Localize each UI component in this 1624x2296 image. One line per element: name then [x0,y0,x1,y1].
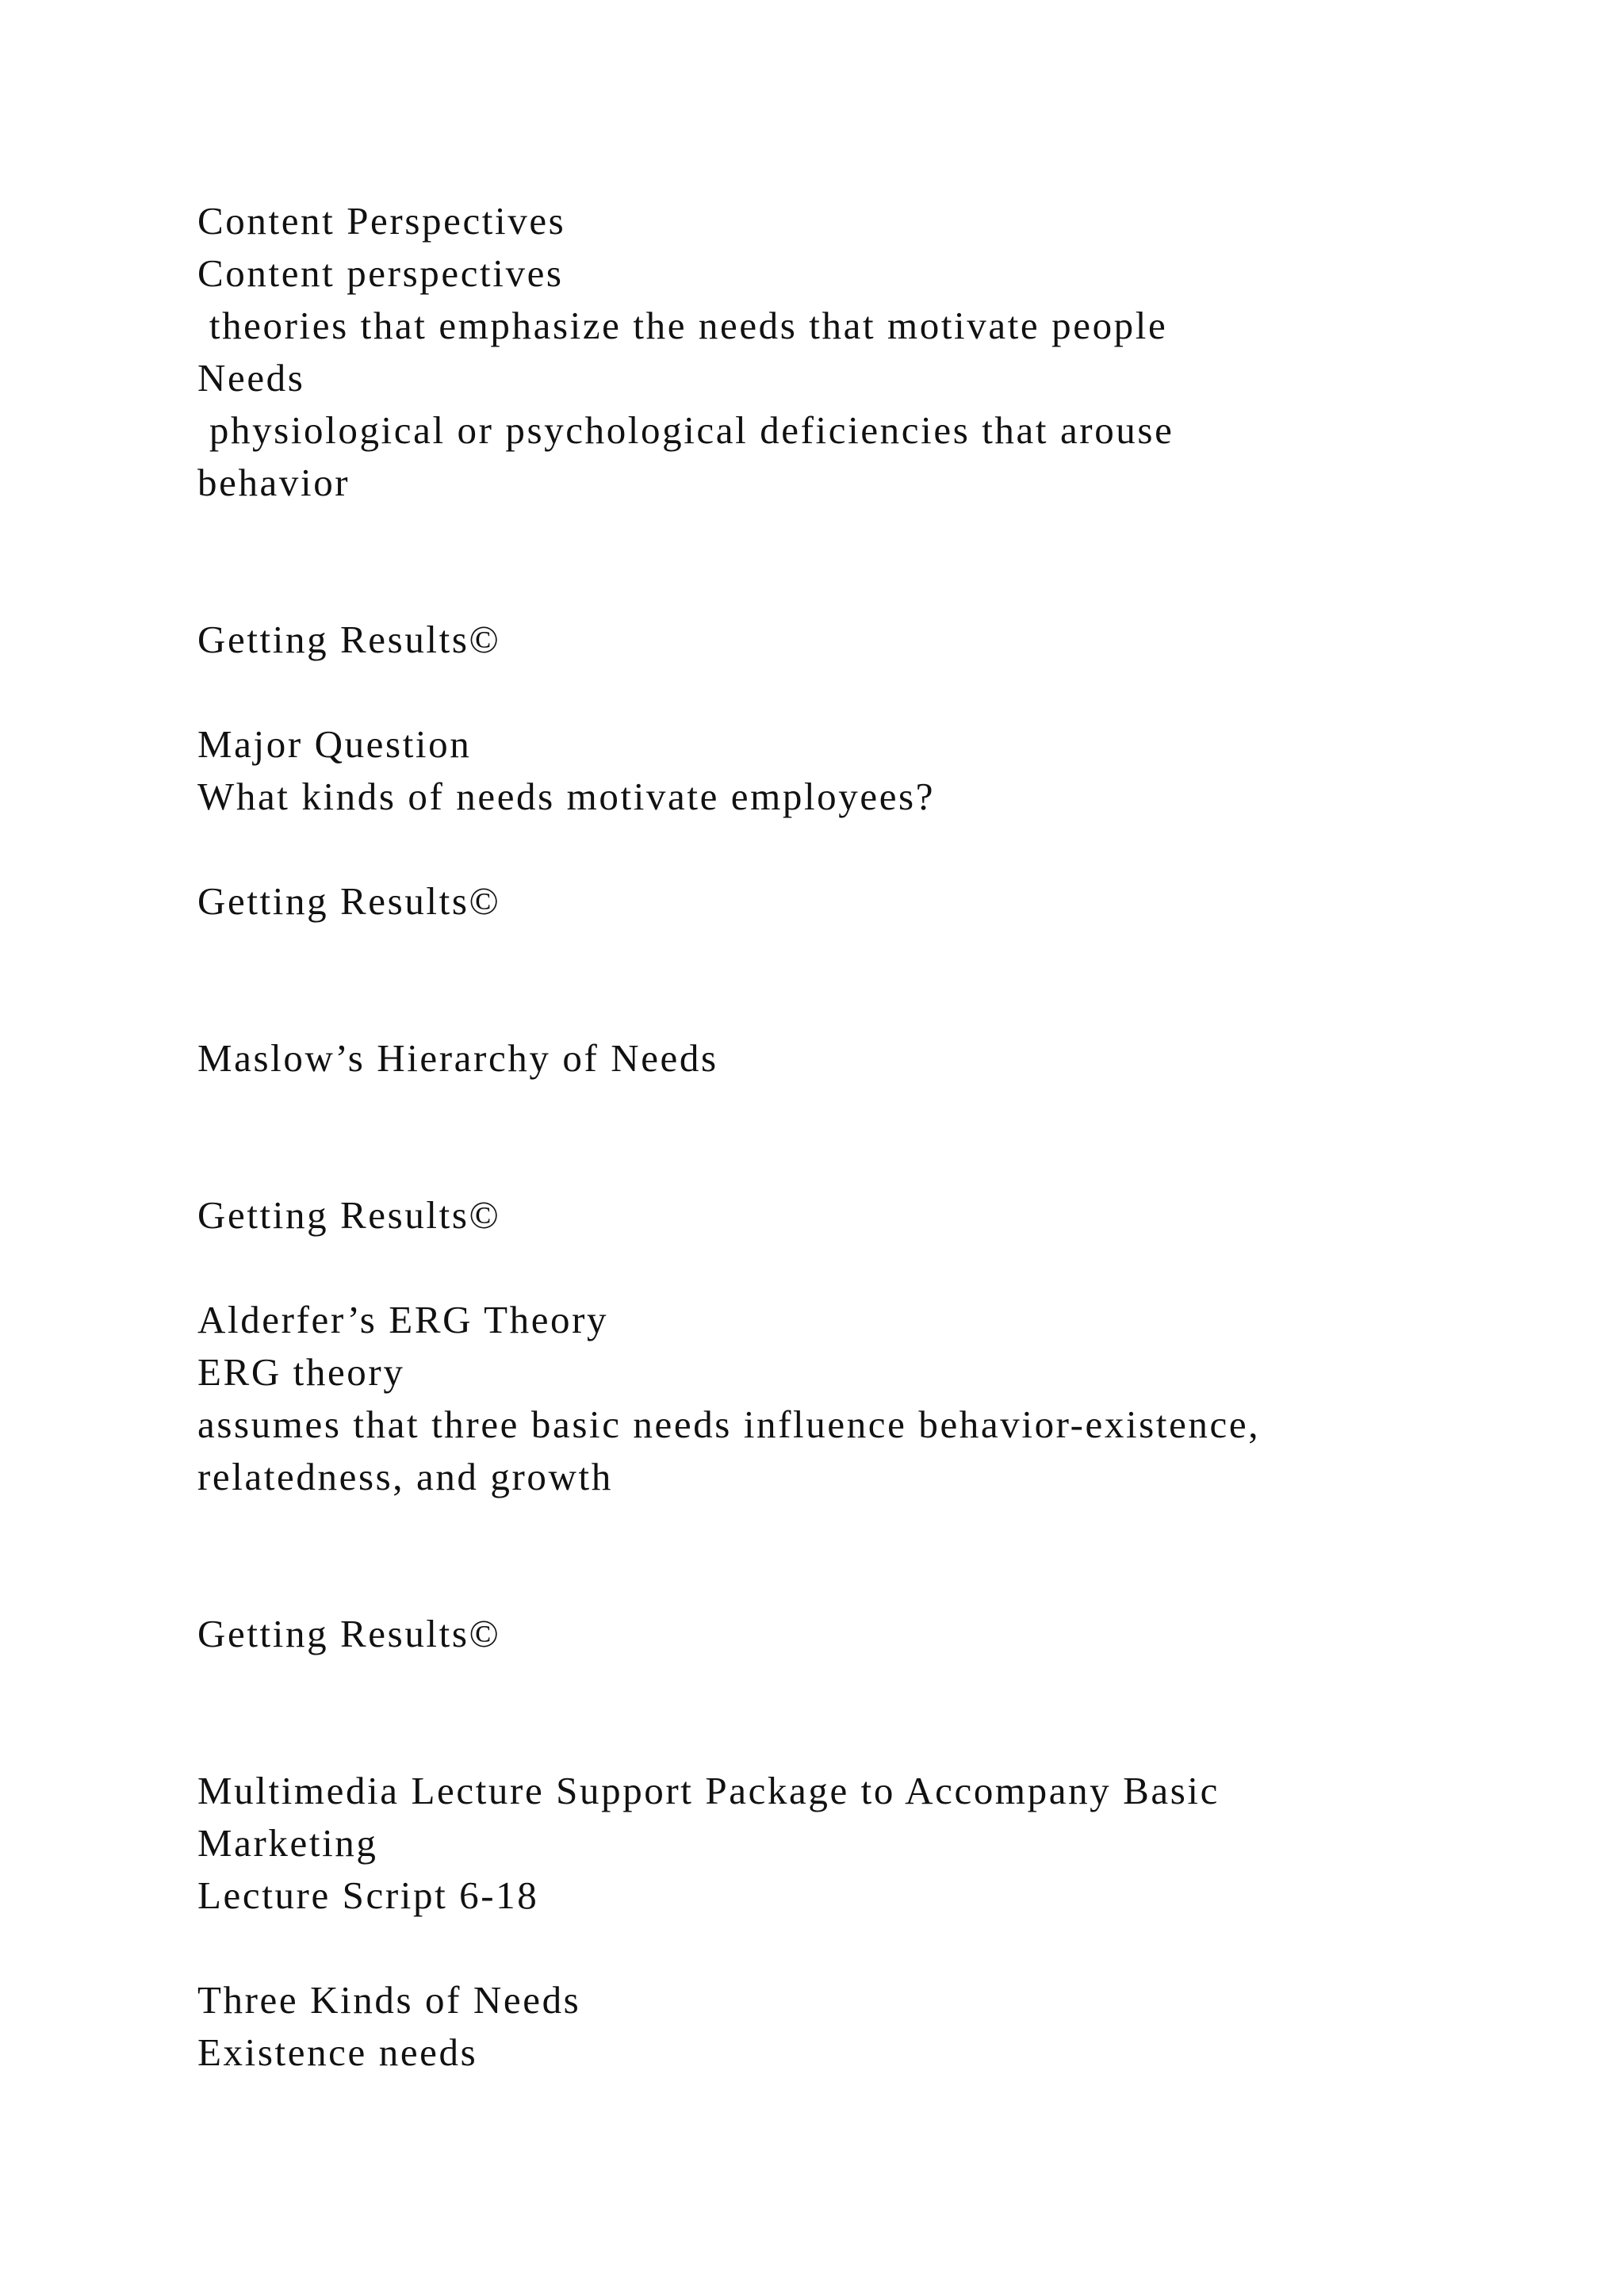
section-heading-alderfer: Alderfer’s ERG Theory [197,1298,609,1341]
footer-getting-results: Getting Results© [197,1193,501,1237]
section-heading-major-question: Major Question [197,722,472,766]
package-title-line-1: Multimedia Lecture Support Package to Accompany Basic [197,1769,1220,1812]
section-heading-content-perspectives: Content Perspectives [197,199,566,243]
major-question-text: What kinds of needs motivate employees? [197,775,936,818]
definition-content-perspectives: theories that emphasize the needs that motivate people [197,304,1168,347]
package-title-line-2: Marketing [197,1821,378,1865]
definition-erg-line-1: assumes that three basic needs influence behavior-existence, [197,1402,1261,1446]
definition-needs-line-2: behavior [197,461,350,504]
footer-getting-results: Getting Results© [197,618,501,661]
footer-getting-results: Getting Results© [197,879,501,923]
section-heading-three-kinds: Three Kinds of Needs [197,1978,581,2022]
section-heading-maslow: Maslow’s Hierarchy of Needs [197,1036,718,1080]
term-erg-theory: ERG theory [197,1350,405,1394]
lecture-script-label: Lecture Script 6-18 [197,1873,539,1917]
definition-needs-line-1: physiological or psychological deficiencies that arouse [197,408,1174,452]
definition-erg-line-2: relatedness, and growth [197,1455,613,1498]
footer-getting-results: Getting Results© [197,1612,501,1655]
item-existence-needs: Existence needs [197,2030,478,2074]
term-needs: Needs [197,356,305,400]
term-content-perspectives: Content perspectives [197,251,564,295]
